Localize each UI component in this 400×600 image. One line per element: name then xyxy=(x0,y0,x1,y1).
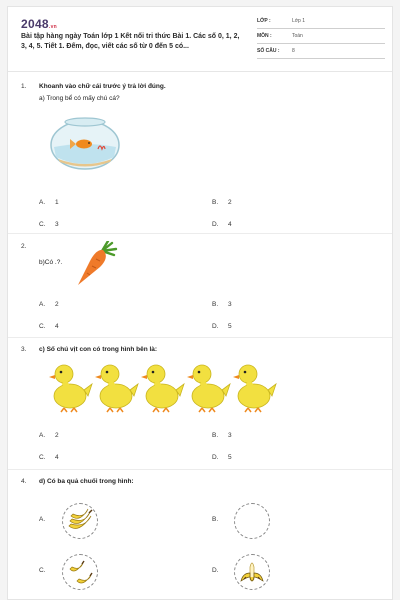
question-subtext: a) Trong bể có mấy chú cá? xyxy=(39,95,120,102)
option-d[interactable]: D. 5 xyxy=(212,454,232,461)
worksheet-header xyxy=(8,7,392,72)
fishbowl-image xyxy=(48,113,122,171)
duckling-icon xyxy=(95,365,138,412)
option-a[interactable]: A. 2 xyxy=(39,432,59,439)
option-a[interactable]: A. 1 xyxy=(39,199,59,206)
option-c[interactable]: C. 4 xyxy=(39,454,59,461)
question-number: 1. xyxy=(21,83,27,90)
divider xyxy=(8,233,393,234)
option-image-circle-empty xyxy=(234,503,270,539)
divider xyxy=(8,337,393,338)
meta-subject: MÔN : Toán xyxy=(257,30,385,44)
worksheet-page: 2048.vn Bài tập hàng ngày Toán lớp 1 Kết nối tri thức Bài 1. Các số 0, 1, 2, 3, 4, 5. Tiết 1. Đếm, đọc, viết các số từ 0 đến 5 có... LỚP : Lớp 1 MÔN : Toán SỐ CÂU : 8 1. Khoanh vào chữ cái trước ý trả lời đúng. a) Trong bể có mấy chú cá? A. 1 B. 2 C. 3 D. 4 2. b)Có .?. A. 2 B. 3 C. 4 D. 5 3. c) Số chú vịt con có trong hình bên là: A. 2 B. 3 C. 4 D. 5 4. d) Có ba quả chuối trong hình: A. B. C. D. xyxy=(7,6,393,600)
duckling-icon xyxy=(233,365,276,412)
option-a[interactable]: A. 2 xyxy=(39,301,59,308)
option-c[interactable]: C. 3 xyxy=(39,221,59,228)
option-image-circle xyxy=(62,554,98,590)
duckling-icon xyxy=(49,365,92,412)
option-c[interactable]: C. 4 xyxy=(39,323,59,330)
three-bananas-icon xyxy=(63,504,97,538)
question-text: d) Có ba quả chuối trong hình: xyxy=(39,478,134,485)
question-number: 4. xyxy=(21,478,27,485)
duckling-icon xyxy=(187,365,230,412)
option-d[interactable]: D. 4 xyxy=(212,221,232,228)
question-subtext: b)Có .?. xyxy=(39,259,63,266)
two-bananas-icon xyxy=(63,555,97,589)
option-b[interactable]: B. 2 xyxy=(212,199,232,206)
question-text: Khoanh vào chữ cái trước ý trả lời đúng. xyxy=(39,83,166,90)
duckling-icon xyxy=(141,365,184,412)
question-number: 2. xyxy=(21,243,27,250)
option-b[interactable]: B. 3 xyxy=(212,432,232,439)
question-number: 3. xyxy=(21,346,27,353)
ducklings-image xyxy=(48,358,278,414)
peeled-banana-icon xyxy=(235,555,269,589)
option-image-circle xyxy=(62,503,98,539)
site-logo[interactable]: 2048.vn xyxy=(21,17,58,31)
option-d[interactable]: D. 5 xyxy=(212,323,232,330)
meta-class: LỚP : Lớp 1 xyxy=(257,15,385,29)
option-image-circle xyxy=(234,554,270,590)
divider xyxy=(8,469,393,470)
meta-question-count: SỐ CÂU : 8 xyxy=(257,45,385,59)
document-title: Bài tập hàng ngày Toán lớp 1 Kết nối tri thức Bài 1. Các số 0, 1, 2, 3, 4, 5. Tiết 1. Đếm, đọc, viết các số từ 0 đến 5 có... xyxy=(21,33,240,50)
carrot-icon xyxy=(72,241,118,287)
question-text: c) Số chú vịt con có trong hình bên là: xyxy=(39,346,158,353)
option-b[interactable]: B. 3 xyxy=(212,301,232,308)
